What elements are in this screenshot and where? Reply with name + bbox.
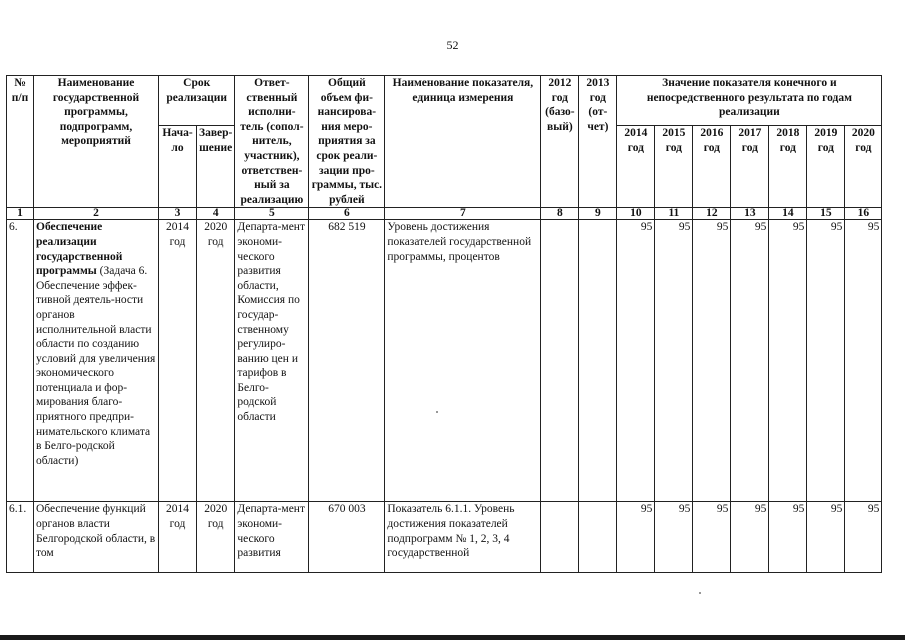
row-name-rest: (Задача 6. Обеспечение эффек-тивной деятель-ности органов исполнительной власти области по созданию условий для увеличения экономического потенциала и фор-мирования благо-приятного предпри-нимательского климата в Белго-родской области) (36, 265, 156, 467)
column-number: 15 (807, 208, 845, 220)
row-value: 95 (845, 220, 882, 502)
header-year: 2016 год (693, 126, 731, 208)
row-2013 (579, 220, 617, 502)
column-number: 11 (655, 208, 693, 220)
page-number: 52 (446, 38, 459, 52)
row-value: 95 (617, 220, 655, 502)
header-year: 2015 год (655, 126, 693, 208)
column-number-row (7, 208, 882, 220)
scan-bottom-edge (0, 635, 905, 640)
header-values-title: Значение показателя конечного и непосредственного результата по годам реализации (617, 76, 882, 126)
row-start: 2014 год (159, 502, 197, 573)
header-2013: 2013 год (от-чет) (579, 76, 617, 208)
row-value: 95 (807, 502, 845, 573)
row-value: 95 (655, 502, 693, 573)
row-value: 95 (731, 220, 769, 502)
row-value: 95 (655, 220, 693, 502)
row-2012 (541, 502, 579, 573)
column-number: 9 (579, 208, 617, 220)
row-name (34, 502, 159, 573)
row-2012 (541, 220, 579, 502)
row-value: 95 (845, 502, 882, 573)
row-finance: 670 003 (309, 502, 385, 573)
column-number: 7 (385, 208, 541, 220)
column-number: 13 (731, 208, 769, 220)
header-executor: Ответ-ственный исполни-тель (сопол-нитель, участник), ответствен-ный за реализацию (235, 76, 309, 208)
row-start: 2014 год (159, 220, 197, 502)
header-row-1 (7, 76, 882, 126)
row-2013 (579, 502, 617, 573)
row-value: 95 (769, 220, 807, 502)
header-program-name: Наименование государственной программы, подпрограмм, мероприятий (34, 76, 159, 208)
header-finance: Общий объем фи-нансирова-ния меро-приятия за срок реали-зации про-граммы, тыс. рублей (309, 76, 385, 208)
row-indicator: Уровень достижения показателей государственной программы, процентов (385, 220, 541, 502)
header-indicator: Наименование показателя, единица измерения (385, 76, 541, 208)
header-term: Срок реализации (159, 76, 235, 126)
row-value: 95 (807, 220, 845, 502)
row-end: 2020 год (197, 502, 235, 573)
row-value: 95 (617, 502, 655, 573)
column-number: 1 (7, 208, 34, 220)
header-term-end: Завер-шение (197, 126, 235, 208)
table-row (7, 220, 882, 502)
header-year: 2018 год (769, 126, 807, 208)
row-value: 95 (731, 502, 769, 573)
row-num: 6.1. (7, 502, 34, 573)
row-name-rest: Обеспечение функций органов власти Белгородской области, в том (36, 503, 156, 560)
header-year: 2017 год (731, 126, 769, 208)
column-number: 14 (769, 208, 807, 220)
column-number: 2 (34, 208, 159, 220)
program-table (6, 75, 882, 573)
row-value: 95 (693, 220, 731, 502)
row-name (34, 220, 159, 502)
header-year: 2020 год (845, 126, 882, 208)
column-number: 6 (309, 208, 385, 220)
column-number: 10 (617, 208, 655, 220)
header-term-start: Нача-ло (159, 126, 197, 208)
row-value: 95 (693, 502, 731, 573)
column-number: 8 (541, 208, 579, 220)
row-value: 95 (769, 502, 807, 573)
scan-speck (699, 592, 701, 594)
row-executor: Департа-мент экономи-ческого развития области, Комиссия по государ-ственному регулиро-ванию цен и тарифов в Белго-родской области (235, 220, 309, 502)
scan-speck (436, 411, 438, 413)
header-year: 2014 год (617, 126, 655, 208)
column-number: 12 (693, 208, 731, 220)
table-row (7, 502, 882, 573)
header-2012: 2012 год (базо-вый) (541, 76, 579, 208)
row-end: 2020 год (197, 220, 235, 502)
row-indicator: Показатель 6.1.1. Уровень достижения показателей подпрограмм № 1, 2, 3, 4 государственной (385, 502, 541, 573)
column-number: 5 (235, 208, 309, 220)
header-year: 2019 год (807, 126, 845, 208)
row-name-bold: Обеспечение реализации государственной программы (36, 221, 123, 278)
header-num: № п/п (7, 76, 34, 208)
row-finance: 682 519 (309, 220, 385, 502)
column-number: 3 (159, 208, 197, 220)
column-number: 4 (197, 208, 235, 220)
column-number: 16 (845, 208, 882, 220)
row-executor: Департа-мент экономи-ческого развития (235, 502, 309, 573)
row-num: 6. (7, 220, 34, 502)
